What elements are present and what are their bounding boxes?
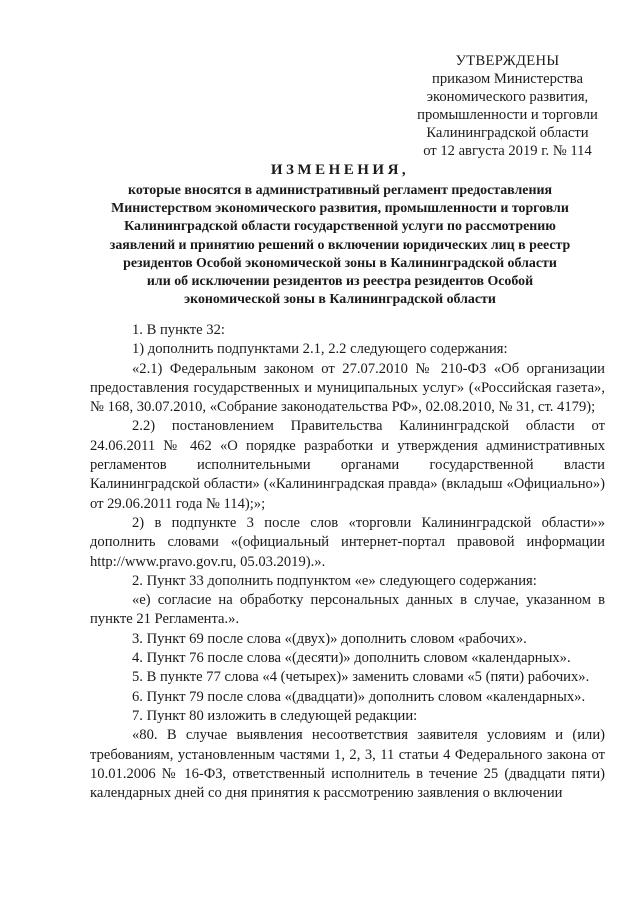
paragraph: «е) согласие на обработку персональных данных в случае, указанном в пункте 21 Регламента.». [90,592,605,628]
paragraph: 5. В пункте 77 слова «4 (четырех)» заменить словами «5 (пяти) рабочих». [132,669,590,686]
paragraph: 6. Пункт 79 после слова «(двадцати)» дополнить словом «календарных». [132,688,586,705]
paragraph: 3. Пункт 69 после слова «(двух)» дополнить словом «рабочих». [132,630,527,647]
approval-line: от 12 августа 2019 г. № 114 [423,143,592,159]
paragraph: 1. В пункте 32: [132,322,225,338]
document-title: ИЗМЕНЕНИЯ, [270,162,410,178]
paragraph: 4. Пункт 76 после слова «(десяти)» дополнить словом «календарных». [132,650,571,667]
subtitle-line: Министерством экономического развития, промышленности и торговли [111,201,569,217]
subtitle-line: которые вносятся в административный регламент предоставления [128,183,552,198]
paragraph: 7. Пункт 80 изложить в следующей редакции: [132,707,418,724]
paragraph: 1) дополнить подпунктами 2.1, 2.2 следующего содержания: [132,341,508,358]
document-subtitle [80,182,600,309]
paragraph: 2) в подпункте 3 после слов «торговли Калининградской области»» дополнить словами «(официальный интернет-портал правовой информации http://www.pravo.gov.ru, 05.03.2019).». [90,514,605,570]
paragraph: 2. Пункт 33 дополнить подпунктом «е» следующего содержания: [132,572,537,589]
subtitle-line: заявлений и принятию решений о включении юридических лиц в реестр [109,237,571,253]
approval-line: экономического развития, [426,89,589,105]
paragraph: 2.2) постановлением Правительства Калининградской области от 24.06.2011 № 462 «О порядке разработки и утверждения административных регламентов исполнительными органами государственной власти Калининградской области» («Калининградская правда» (вкладыш «Официально») от 29.06.2011 года № 114);»; [90,418,605,512]
paragraph: «80. В случае выявления несоответствия заявителя условиям и (или) требованиям, установленным частями 1, 2, 3, 11 статьи 4 Федерального закона от 10.01.2006 № 16-ФЗ, ответственный исполнитель в течение 25 (двадцати пяти) календарных дней со дня принятия к рассмотрению заявления о включении [90,727,605,802]
approval-stamp: УТВЕРЖДЕНЫ [455,53,560,69]
approval-line: Калининградской области [426,125,589,141]
subtitle-line: Калининградской области государственной услуги по рассмотрению [124,219,556,235]
approval-line: приказом Министерства [432,71,583,87]
subtitle-line: экономической зоны в Калининградской области [184,292,496,308]
approval-line: промышленности и торговли [417,107,598,123]
subtitle-line: резидентов Особой экономической зоны в Калининградской области [123,255,557,271]
paragraph: «2.1) Федеральным законом от 27.07.2010 № 210-ФЗ «Об организации предоставления государственных и муниципальных услуг» («Российская газета», № 168, 30.07.2010, «Собрание законодательства РФ», 02.08.2010, № 31, ст. 4179); [90,360,605,416]
document-body [90,321,605,803]
subtitle-line: или об исключении резидентов из реестра резидентов Особой [146,274,534,290]
approval-block [395,52,620,160]
